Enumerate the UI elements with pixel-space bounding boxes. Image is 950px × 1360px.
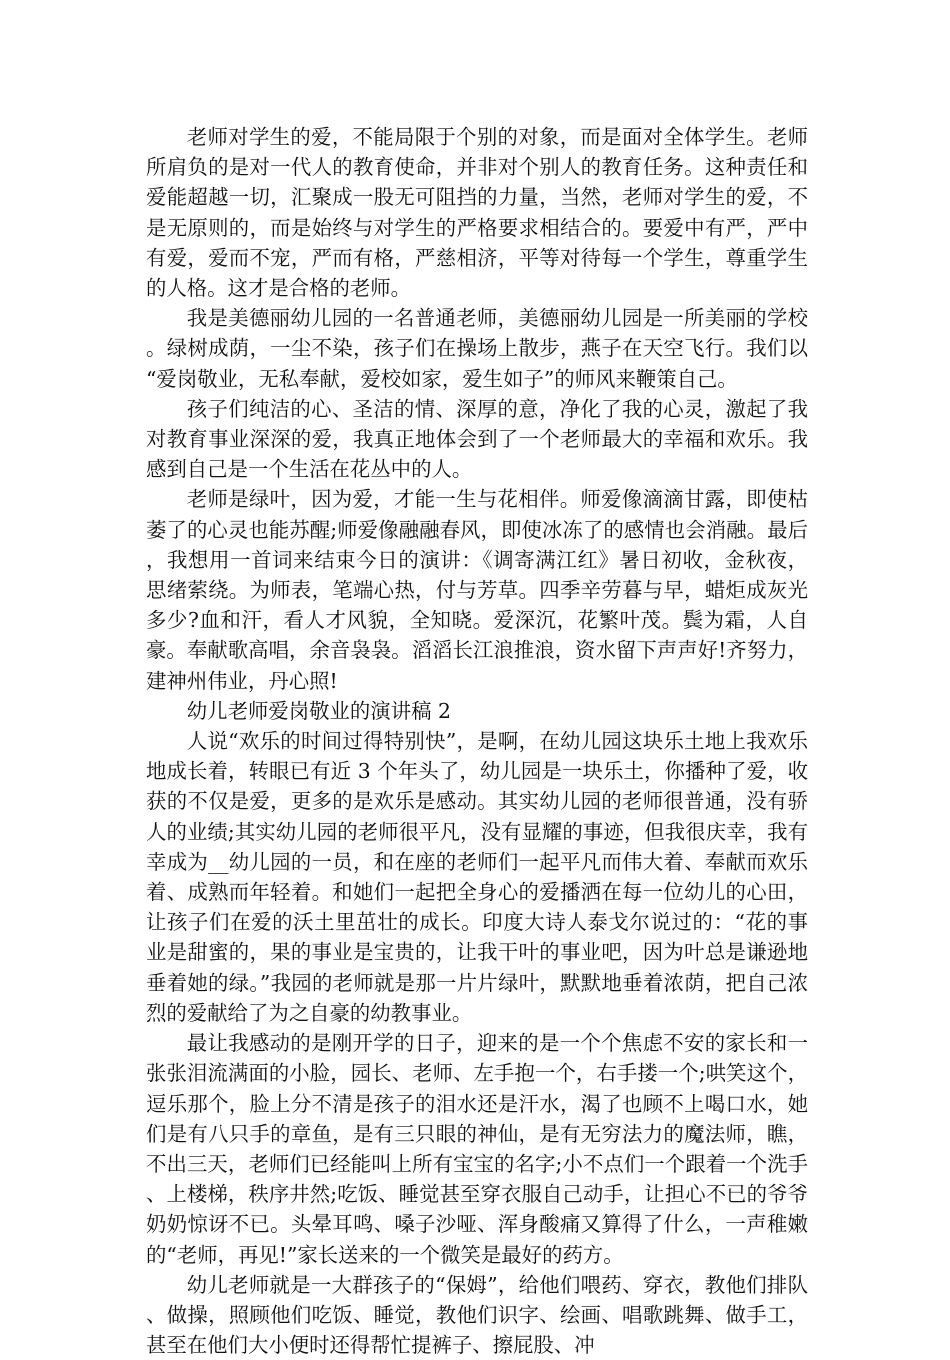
paragraph-kindergarten-intro: 我是美德丽幼儿园的一名普通老师，美德丽幼儿园是一所美丽的学校。绿树成荫，一尘不染，孩子们在操场上散步，燕子在天空飞行。我们以“爱岗敬业，无私奉献，爱校如家，爱生如子”的师风来鞭策自己。: [146, 306, 808, 391]
paragraph-first-days: 最让我感动的是刚开学的日子，迎来的是一个个焦虑不安的家长和一张张泪流满面的小脸，园长、老师、左手抱一个，右手搂一个;哄笑这个，逗乐那个，脸上分不清是孩子的泪水还是汗水，渴了也顾不上喝口水，她们是有八只手的章鱼，是有三只眼的神仙，是有无穷法力的魔法师，瞧，不出三天，老师们已经能叫上所有宝宝的名字;小不点们一个跟着一个洗手、上楼梯，秩序井然;吃饭、睡觉甚至穿衣服自己动手，让担心不已的爷爷奶奶惊讶不已。头晕耳鸣、嗓子沙哑、浑身酸痛又算得了什么，一声稚嫩的“老师，再见!”家长送来的一个微笑是最好的药方。: [146, 1031, 808, 1267]
paragraph-happy-time: 人说“欢乐的时间过得特别快”，是啊，在幼儿园这块乐土地上我欢乐地成长着，转眼已有近 3 个年头了，幼儿园是一块乐土，你播种了爱，收获的不仅是爱，更多的是欢乐是感动。其实幼儿园的老师很普通，没有骄人的业绩;其实幼儿园的老师很平凡，没有显耀的事迹，但我很庆幸，我有幸成为__幼儿园的一员，和在座的老师们一起平凡而伟大着、奉献而欢乐着、成熟而年轻着。和她们一起把全身心的爱播洒在每一位幼儿的心田，让孩子们在爱的沃土里茁壮的成长。印度大诗人泰戈尔说过的：“花的事业是甜蜜的，果的事业是宝贵的，让我干叶的事业吧，因为叶总是谦逊地垂着她的绿。”我园的老师就是那一片片绿叶，默默地垂着浓荫，把自己浓烈的爱献给了为之自豪的幼教事业。: [146, 729, 808, 1025]
document-body: [146, 122, 808, 1360]
paragraph-nanny: 幼儿老师就是一大群孩子的“保姆”，给他们喂药、穿衣，教他们排队、做操，照顾他们吃饭、睡觉，教他们识字、绘画、唱歌跳舞、做手工，甚至在他们大小便时还得帮忙提裤子、擦屁股、冲: [146, 1272, 808, 1358]
paragraph-teacher-love: 老师对学生的爱，不能局限于个别的对象，而是面对全体学生。老师所肩负的是对一代人的教育使命，并非对个别人的教育任务。这种责任和爱能超越一切，汇聚成一股无可阻挡的力量，当然，老师对学生的爱，不是无原则的，而是始终与对学生的严格要求相结合的。要爱中有严，严中有爱，爱而不宠，严而有格，严慈相济，平等对待每一个学生，尊重学生的人格。这才是合格的老师。: [146, 125, 808, 301]
paragraph-children-hearts: 孩子们纯洁的心、圣洁的情、深厚的意，净化了我的心灵，激起了我对教育事业深深的爱，我真正地体会到了一个老师最大的幸福和欢乐。我感到自己是一个生活在花丛中的人。: [146, 396, 808, 482]
paragraph-green-leaf-poem: 老师是绿叶，因为爱，才能一生与花相伴。师爱像滴滴甘露，即使枯萎了的心灵也能苏醒;师爱像融融春风，即使冰冻了的感情也会消融。最后，我想用一首词来结束今日的演讲：《调寄满江红》暑日初收，金秋夜，思绪萦绕。为师表，笔端心热，付与芳草。四季辛劳暮与早，蜡炬成灰光多少?血和汗，看人才风貌，全知晓。爱深沉，花繁叶茂。鬓为霜，人自豪。奉献歌高唱，余音袅袅。滔滔长江浪推浪，资水留下声声好!齐努力，建神州伟业，丹心照!: [146, 487, 808, 693]
section-heading: 幼儿老师爱岗敬业的演讲稿 2: [186, 698, 451, 723]
